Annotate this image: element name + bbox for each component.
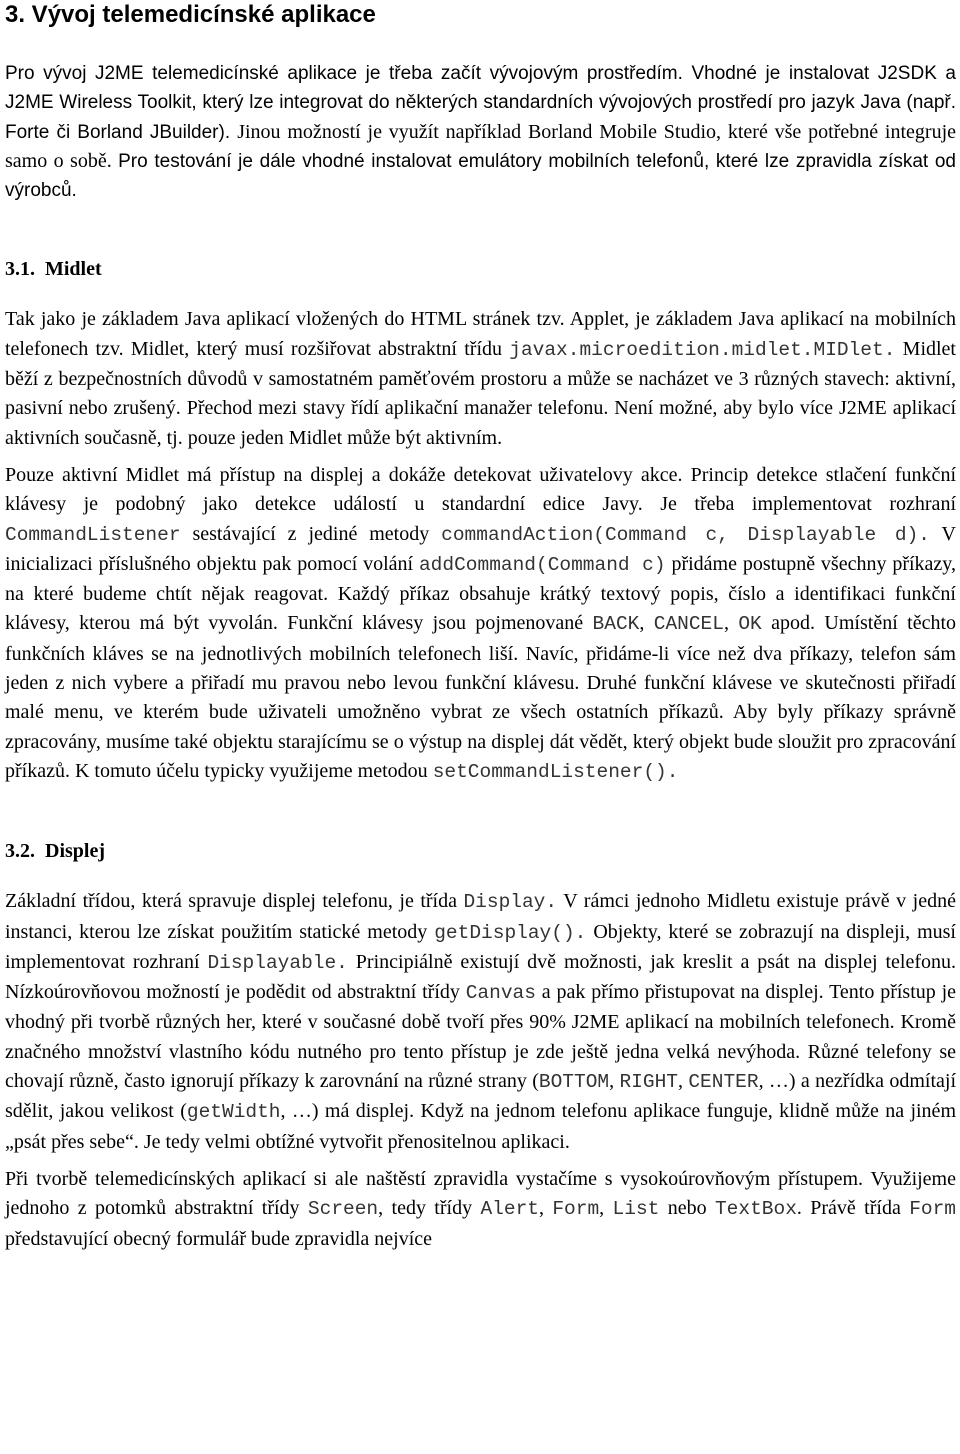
text-run: Objekty, které se zobrazují na displeji, musí implementovat rozhraní xyxy=(5,920,956,973)
code-class-name: Screen xyxy=(307,1198,379,1221)
text-run: , xyxy=(538,1197,553,1220)
code-method-name: getWidth xyxy=(186,1101,281,1124)
text-run: Základní třídou, která spravuje displej telefonu, je třída xyxy=(5,890,464,913)
text-run: , …) má displej. Když na jednom telefonu aplikace funguje, klidně může na jiném „psát přes sebe“. Je tedy velmi obtížné vytvořit přenositelnou aplikaci. xyxy=(5,1100,956,1153)
text-run: , xyxy=(677,1070,689,1093)
section-heading-display xyxy=(5,839,956,863)
text-run: Midlet běží z bezpečnostních důvodů v samostatném paměťovém prostoru a může se nacházet ve 3 různých stavech: aktivní, pasivní nebo zrušený. Přechod mezi stavy řídí aplikační manažer telefonu. Není možné, aby bylo více J2ME aplikací aktivních současně, tj. pouze jeden Midlet může být aktivním. xyxy=(5,337,956,449)
intro-sentence-1: Pro vývoj J2ME telemedicínské aplikace je třeba začít vývojovým prostředím. Vhodné je instalovat J2SDK a J2ME Wireless Toolkit, který lze integrovat do některých standardních vývojových prostředí pro jazyk Java (např. Forte či Borland JBuilder). xyxy=(5,63,956,143)
code-method-call: setCommandListener(). xyxy=(432,760,679,783)
code-class-name: Alert xyxy=(480,1198,539,1221)
text-run: Principiálně existují dvě možnosti, jak kreslit a psát na displej telefonu. Nízkoúrovňovou možností je podědit od abstraktní třídy xyxy=(5,950,956,1004)
code-interface-name: CommandListener xyxy=(5,523,181,546)
code-class-name: javax.microedition.midlet.MIDlet. xyxy=(509,338,896,361)
text-run: V rámci jednoho Midletu existuje právě v jedné instanci, kterou lze získat použitím statické metody xyxy=(5,890,956,943)
code-class-name: Form xyxy=(552,1198,600,1221)
text-run: sestávající z jediné metody xyxy=(180,522,442,545)
text-run: představující obecný formulář bude zpravidla nejvíce xyxy=(5,1227,433,1250)
code-constant: CENTER xyxy=(688,1071,759,1094)
code-class-name: Canvas xyxy=(465,982,536,1005)
code-class-name: Display. xyxy=(463,891,558,914)
text-run: nebo xyxy=(659,1197,715,1220)
text-run: . Právě třída xyxy=(796,1197,910,1220)
code-interface-name: Displayable. xyxy=(207,951,348,974)
code-constant: RIGHT xyxy=(619,1071,678,1094)
code-constant: OK xyxy=(738,613,762,636)
section-title: Midlet xyxy=(45,258,102,281)
text-run: , xyxy=(609,1070,620,1093)
text-run: , …) a nezřídka odmítají sdělit, jakou velikost ( xyxy=(5,1070,957,1123)
code-class-name: Form xyxy=(909,1198,957,1221)
code-method-call: addCommand(Command c) xyxy=(418,553,666,576)
section-number: 3.1. xyxy=(5,258,35,281)
midlet-paragraph-1 xyxy=(5,305,956,452)
text-run: Pouze aktivní Midlet má přístup na displej a dokáže detekovat uživatelovy akce. Princip detekce stlačení funkční klávesy je podobný jako detekce událostí u standardní edice Javy. Je třeba implementovat rozhraní xyxy=(5,463,956,516)
text-run: , xyxy=(639,612,654,635)
intro-sentence-2: Jinou možností je využít například Borland Mobile Studio, které vše potřebné integruje samo o sobě. xyxy=(5,120,957,172)
chapter-heading: 3. Vývoj telemedicínské aplikace xyxy=(5,1,376,28)
intro-sentence-3: Pro testování je dále vhodné instalovat emulátory mobilních telefonů, které lze zpravidla získat od výrobců. xyxy=(5,150,956,202)
code-class-name: List xyxy=(612,1198,660,1221)
text-run: , xyxy=(723,612,739,635)
text-run: apod. Umístění těchto funkčních kláves se na jednotlivých mobilních telefonech liší. Navíc, přidáme-li více než dva příkazy, telefon sám jeden z nich vybere a přiřadí mu pravou nebo levou funkční klávesu. Druhé funkční klávese ve skutečnosti přiřadí malé menu, ve kterém bude uživateli umožněno vybrat ze všech ostatních příkazů. Aby byly příkazy správně zpracovány, musíme také objektu starajícímu se o výstup na displej dát vědět, který objekt bude sloužit pro zpracování příkazů. K tomuto účelu typicky využijeme metodou xyxy=(5,612,957,782)
display-paragraph-2 xyxy=(5,1165,956,1254)
midlet-paragraph-2 xyxy=(5,461,956,787)
code-constant: BOTTOM xyxy=(538,1071,610,1094)
display-paragraph-1 xyxy=(5,887,956,1157)
code-class-name: TextBox xyxy=(714,1198,797,1221)
section-title: Displej xyxy=(45,840,105,863)
text-run: přidáme postupně všechny příkazy, na které budeme chtít nějak reagovat. Každý příkaz obsahuje krátký textový popis, číslo a identifikaci funkční klávesy, kterou má být vyvolán. Funkční klávesy jsou pojmenované xyxy=(5,552,957,635)
text-run: Tak jako je základem Java aplikací vložených do HTML stránek tzv. Applet, je základem Java aplikací na mobilních telefonech tzv. Midlet, který musí rozšiřovat abstraktní třídu xyxy=(5,308,956,360)
code-method-call: getDisplay(). xyxy=(434,921,587,944)
intro-paragraph xyxy=(5,59,956,205)
code-constant: CANCEL xyxy=(653,613,724,636)
section-number: 3.2. xyxy=(5,840,35,863)
code-constant: BACK xyxy=(592,613,640,636)
text-run: a pak přímo přistupovat na displej. Tento přístup je vhodný při tvorbě různých her, které v současné době tvoří přes 90% J2ME aplikací na mobilních telefonech. Kromě značného množství vlastního kódu nutného pro tento přístup je zde ještě jedna velká nevýhoda. Různé telefony se chovají různě, často ignorují příkazy k zarovnání na různé strany ( xyxy=(5,981,957,1093)
text-run: , xyxy=(599,1197,613,1220)
section-heading-midlet xyxy=(5,257,956,281)
code-method-signature: commandAction(Command c, Displayable d). xyxy=(441,523,930,546)
text-run: Při tvorbě telemedicínských aplikací si ale naštěstí zpravidla vystačíme s vysokoúrovňovým přístupem. Využijeme jednoho z potomků abstraktní třídy xyxy=(5,1167,956,1220)
text-run: , tedy třídy xyxy=(378,1197,481,1220)
text-run: V inicializaci příslušného objektu pak pomocí volání xyxy=(5,522,956,575)
